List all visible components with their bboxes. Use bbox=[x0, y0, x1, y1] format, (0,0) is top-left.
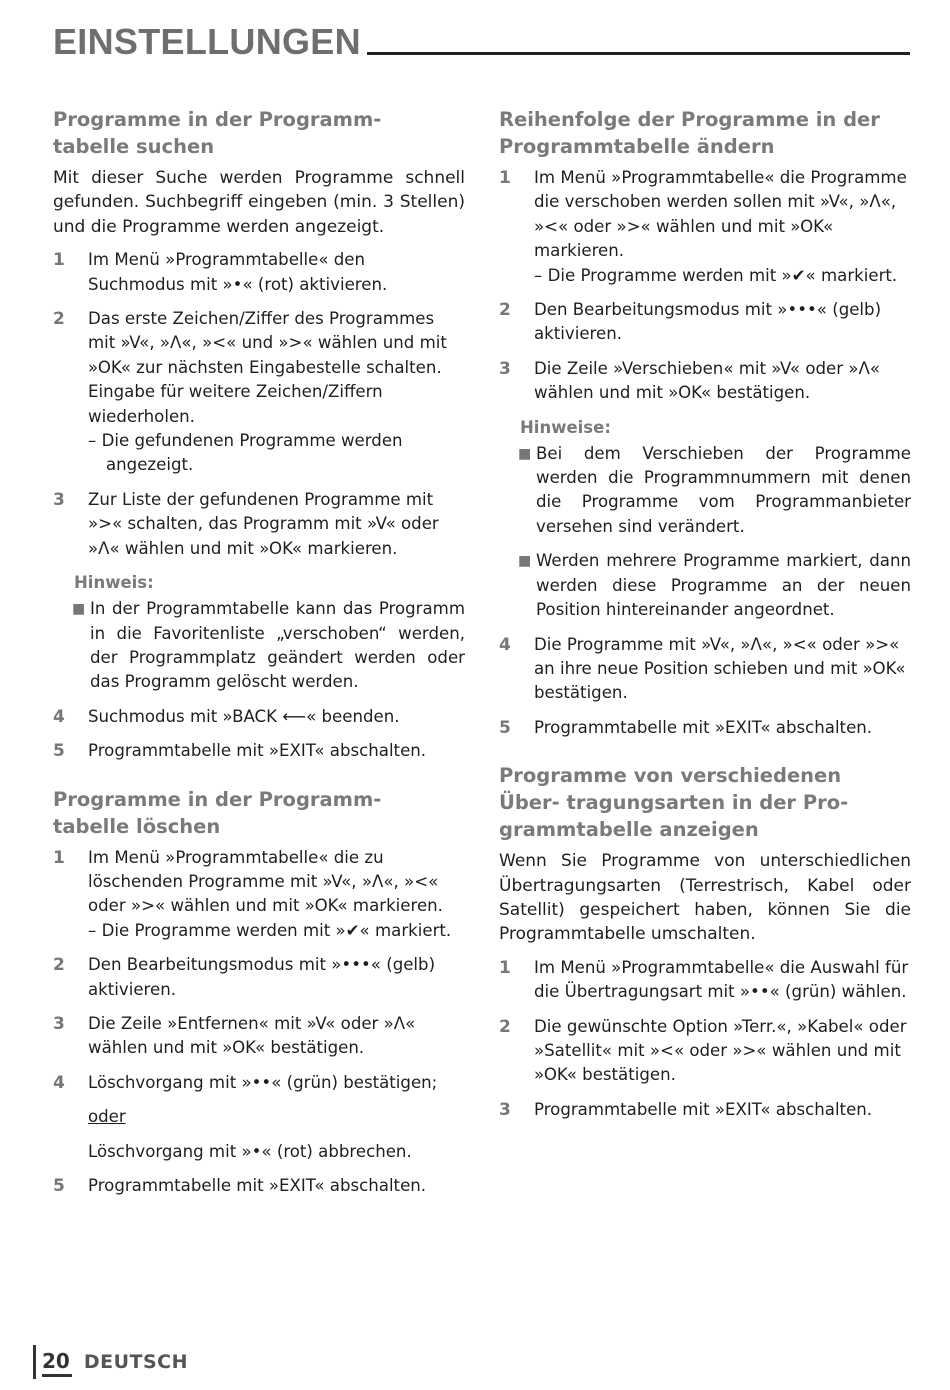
order-step-5 bbox=[499, 716, 911, 740]
step-number: 1 bbox=[499, 168, 511, 188]
step-number: 2 bbox=[53, 955, 65, 976]
heading-line: Programme in der Programm- bbox=[53, 108, 382, 131]
search-step-1 bbox=[53, 248, 465, 297]
step-number: 3 bbox=[499, 358, 511, 379]
page-number: 20 bbox=[42, 1348, 72, 1377]
step-number: 4 bbox=[53, 706, 65, 727]
heading-line: grammtabelle anzeigen bbox=[499, 818, 759, 842]
types-step-3 bbox=[499, 1098, 911, 1122]
section-heading-types bbox=[499, 762, 911, 843]
step-number: 3 bbox=[53, 1013, 65, 1034]
note-text: Bei dem Verschieben der Programme werden die Programmnummern mit denen die Programme vom Programmanbieter versehen sind verändert. bbox=[536, 443, 911, 536]
step-result: – Die Programme werden mit »✔« markiert. bbox=[534, 265, 898, 285]
step-number: 3 bbox=[53, 489, 65, 510]
delete-step-4 bbox=[53, 1071, 465, 1164]
heading-line: Programmtabelle ändern bbox=[499, 135, 775, 158]
page-footer bbox=[33, 1344, 188, 1380]
step-number: 5 bbox=[53, 741, 65, 762]
step-number: 2 bbox=[53, 309, 65, 330]
section-heading-search bbox=[53, 106, 465, 160]
note-text: Werden mehrere Programme markiert, dann werden diese Programme an der neuen Position hintereinander angeordnet. bbox=[536, 551, 911, 620]
heading-line: tabelle löschen bbox=[53, 814, 221, 838]
delete-step-5 bbox=[53, 1174, 465, 1198]
step-text: Den Bearbeitungsmodus mit »•••« (gelb) aktivieren. bbox=[534, 300, 882, 344]
search-step-4 bbox=[53, 705, 465, 729]
heading-line: Über- tragungsarten in der Pro- bbox=[499, 791, 849, 815]
heading-line: Programme in der Programm- bbox=[53, 787, 382, 811]
order-step-3 bbox=[499, 357, 911, 406]
types-intro: Wenn Sie Programme von unterschiedlichen Übertragungsarten (Terrestrisch, Kabel oder Satellit) gespeichert haben, können Sie die Programmtabelle umschalten. bbox=[499, 851, 911, 945]
section-heading-order bbox=[499, 106, 911, 160]
step-text: Löschvorgang mit »••« (grün) bestätigen; bbox=[88, 1072, 438, 1092]
step-result: – Die gefundenen Programme werden angezeigt. bbox=[88, 431, 403, 475]
step-text: Suchmodus mit »BACK ⟵« beenden. bbox=[88, 706, 400, 726]
step-number: 3 bbox=[499, 1099, 511, 1120]
title-rule bbox=[367, 52, 910, 55]
right-column bbox=[499, 106, 911, 1132]
step-number: 2 bbox=[499, 1016, 511, 1037]
heading-line: tabelle suchen bbox=[53, 135, 215, 158]
bullet-square-icon: ■ bbox=[72, 601, 86, 618]
step-text: Im Menü »Programmtabelle« die zu löschenden Programme mit »V«, »Λ«, »<« oder »>« wählen und mit »OK« markieren. bbox=[88, 847, 443, 916]
delete-step-2 bbox=[53, 953, 465, 1002]
step-text: Löschvorgang mit »•« (rot) abbrechen. bbox=[88, 1141, 412, 1161]
step-number: 1 bbox=[53, 250, 65, 271]
step-number: 4 bbox=[53, 1072, 65, 1093]
search-intro: Mit dieser Suche werden Programme schnell gefunden. Suchbegriff eingeben (min. 3 Stellen) und die Programme werden angezeigt. bbox=[53, 168, 465, 237]
footer-bar bbox=[33, 1345, 36, 1379]
order-step-2 bbox=[499, 298, 911, 347]
note-item bbox=[72, 597, 465, 695]
search-step-3 bbox=[53, 488, 465, 561]
types-step-1 bbox=[499, 956, 911, 1005]
note-title: Hinweise: bbox=[520, 417, 611, 437]
delete-step-1 bbox=[53, 846, 465, 944]
step-text: Die Programme mit »V«, »Λ«, »<« oder »>« an ihre neue Position schieben und mit »OK« bestätigen. bbox=[534, 634, 906, 703]
step-number: 1 bbox=[499, 957, 511, 978]
step-or: oder bbox=[88, 1107, 126, 1127]
page-title: EINSTELLUNGEN bbox=[53, 21, 361, 62]
order-step-4 bbox=[499, 633, 911, 706]
step-text: Im Menü »Programmtabelle« die Auswahl für die Übertragungsart mit »••« (grün) wählen. bbox=[534, 957, 909, 1002]
step-text: Im Menü »Programmtabelle« die Programme die verschoben werden sollen mit »V«, »Λ«, »<« oder »>« wählen und mit »OK« markieren. bbox=[534, 168, 907, 261]
step-number: 2 bbox=[499, 300, 511, 321]
step-text: Programmtabelle mit »EXIT« abschalten. bbox=[88, 1176, 427, 1195]
delete-step-3 bbox=[53, 1012, 465, 1061]
search-step-2 bbox=[53, 307, 465, 478]
section-heading-delete bbox=[53, 786, 465, 840]
heading-line: Reihenfolge der Programme in der bbox=[499, 108, 880, 131]
search-step-5 bbox=[53, 739, 465, 763]
step-text: Programmtabelle mit »EXIT« abschalten. bbox=[88, 741, 427, 761]
step-result: – Die Programme werden mit »✔« markiert. bbox=[88, 920, 452, 940]
types-step-2 bbox=[499, 1015, 911, 1088]
step-text: Im Menü »Programmtabelle« den Suchmodus mit »•« (rot) aktivieren. bbox=[88, 250, 388, 294]
step-text: Eingabe für weitere Zeichen/Ziffern wiederholen. bbox=[88, 382, 383, 426]
step-text: Den Bearbeitungsmodus mit »•••« (gelb) aktivieren. bbox=[88, 955, 436, 999]
note-item bbox=[518, 549, 911, 622]
step-number: 4 bbox=[499, 634, 511, 655]
note-text: In der Programmtabelle kann das Programm in die Favoritenliste „verschoben“ werden, der Programmplatz geändert werden oder das Programm gelöscht werden. bbox=[90, 599, 465, 692]
step-text: Zur Liste der gefundenen Programme mit »>« schalten, das Programm mit »V« oder »Λ« wählen und mit »OK« markieren. bbox=[88, 489, 439, 558]
step-number: 1 bbox=[53, 847, 65, 868]
bullet-square-icon: ■ bbox=[518, 445, 532, 462]
step-text: Programmtabelle mit »EXIT« abschalten. bbox=[534, 717, 873, 737]
step-number: 5 bbox=[53, 1176, 65, 1196]
order-step-1 bbox=[499, 166, 911, 288]
step-text: Die Zeile »Verschieben« mit »V« oder »Λ« wählen und mit »OK« bestätigen. bbox=[534, 358, 880, 403]
step-text: Das erste Zeichen/Ziffer des Programmes mit »V«, »Λ«, »<« und »>« wählen und mit »OK« zur nächsten Eingabestelle schalten. bbox=[88, 309, 447, 377]
step-text: Die Zeile »Entfernen« mit »V« oder »Λ« wählen und mit »OK« bestätigen. bbox=[88, 1013, 416, 1058]
heading-line: Programme von verschiedenen bbox=[499, 764, 842, 788]
note-title: Hinweis: bbox=[74, 573, 154, 593]
step-number: 5 bbox=[499, 717, 511, 738]
footer-language: DEUTSCH bbox=[83, 1351, 189, 1373]
page-header bbox=[53, 22, 910, 62]
left-column bbox=[53, 106, 465, 1208]
step-text: Die gewünschte Option »Terr.«, »Kabel« oder »Satellit« mit »<« oder »>« wählen und mit »OK« bestätigen. bbox=[534, 1016, 907, 1085]
step-text: Programmtabelle mit »EXIT« abschalten. bbox=[534, 1099, 873, 1119]
bullet-square-icon: ■ bbox=[518, 553, 532, 570]
note-item bbox=[518, 442, 911, 540]
